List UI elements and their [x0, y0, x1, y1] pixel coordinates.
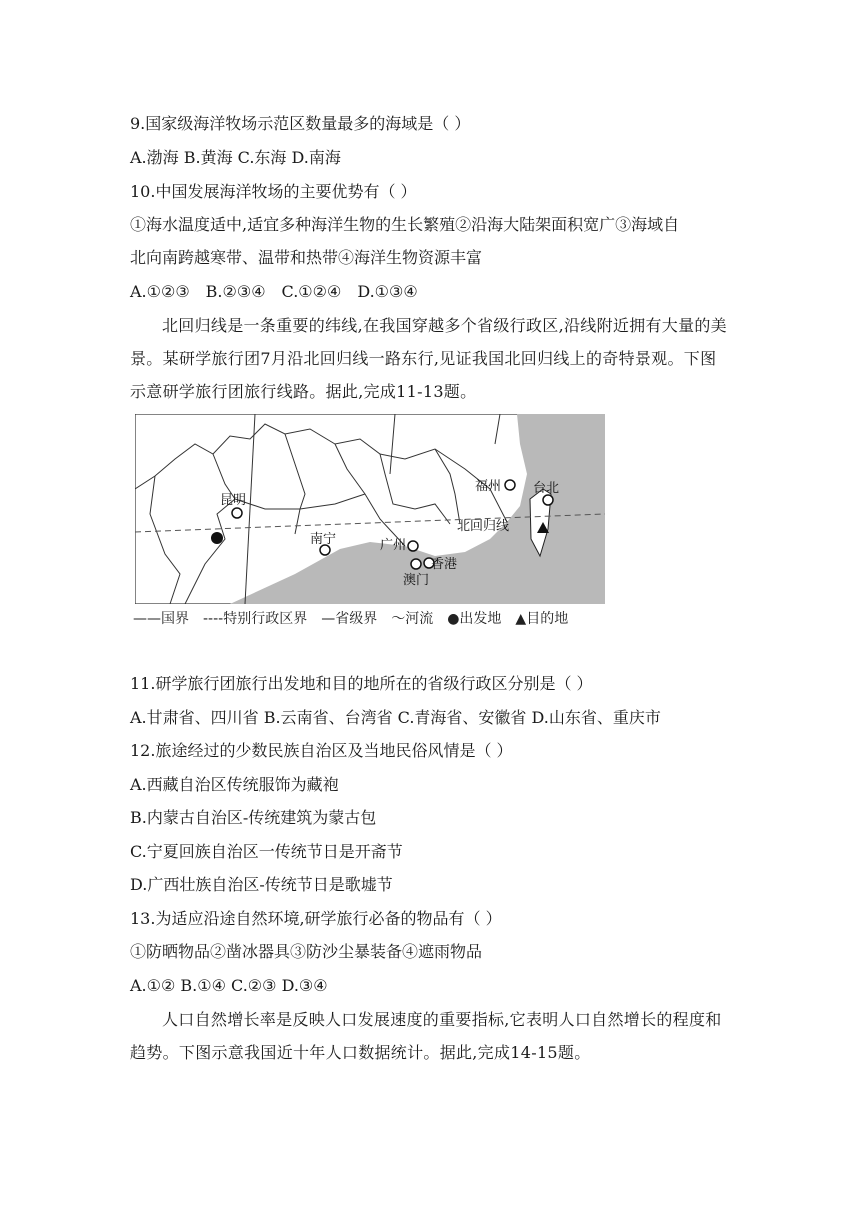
q10-statements-line2: 北向南跨越寒带、温带和热带④海洋生物资源丰富 — [130, 248, 483, 267]
route-map — [135, 414, 605, 604]
q13-statements: ①防晒物品②凿冰器具③防沙尘暴装备④遮雨物品 — [130, 942, 483, 961]
q10-options: A.①②③ B.②③④ C.①②④ D.①③④ — [130, 282, 418, 301]
label-fuzhou: 福州 — [475, 479, 502, 494]
passage-tropic: 北回归线是一条重要的纬线,在我国穿越多个省级行政区,沿线附近拥有大量的美景。某研学旅行团7月沿北回归线一路东行,见证我国北回归线上的奇特景观。下图示意研学旅行团旅行线路。据此,完成11-13题。 — [130, 316, 727, 401]
q10-statements-line1: ①海水温度适中,适宜多种海洋生物的生长繁殖②沿海大陆架面积宽广③海域自 — [130, 215, 680, 234]
label-guangzhou: 广州 — [380, 538, 407, 553]
q12-option-a: A.西藏自治区传统服饰为藏袍 — [130, 775, 339, 794]
label-tropic: 北回归线 — [457, 519, 510, 534]
q13-stem: 13.为适应沿途自然环境,研学旅行必备的物品有（ ） — [130, 909, 502, 928]
q9-options: A.渤海 B.黄海 C.东海 D.南海 — [130, 148, 341, 167]
q12-option-c: C.宁夏回族自治区一传统节日是开斋节 — [130, 842, 403, 861]
label-kunming: 昆明 — [220, 493, 247, 508]
route-map-svg — [135, 414, 605, 604]
q11-options: A.甘肃省、四川省 B.云南省、台湾省 C.青海省、安徽省 D.山东省、重庆市 — [130, 708, 661, 727]
q12-stem: 12.旅途经过的少数民族自治区及当地民俗风情是（ ） — [130, 741, 513, 760]
q10-stem: 10.中国发展海洋牧场的主要优势有（ ） — [130, 182, 417, 201]
label-hongkong: 香港 — [431, 557, 458, 572]
q12-option-b: B.内蒙古自治区-传统建筑为蒙古包 — [130, 808, 377, 827]
map-legend: ——国界 ----特别行政区界 —省级界 〜河流 ●出发地 ▲目的地 — [133, 611, 569, 627]
q12-option-d: D.广西壮族自治区-传统节日是歌墟节 — [130, 875, 393, 894]
start-point — [211, 532, 223, 544]
q9-stem: 9.国家级海洋牧场示范区数量最多的海域是（ ） — [130, 114, 471, 133]
label-taipei: 台北 — [533, 481, 560, 496]
label-macau: 澳门 — [403, 573, 430, 588]
q11-stem: 11.研学旅行团旅行出发地和目的地所在的省级行政区分别是（ ） — [130, 674, 593, 693]
passage-population: 人口自然增长率是反映人口发展速度的重要指标,它表明人口自然增长的程度和趋势。下图示意我国近十年人口数据统计。据此,完成14-15题。 — [130, 1010, 722, 1062]
label-nanning: 南宁 — [310, 532, 337, 547]
q13-options: A.①② B.①④ C.②③ D.③④ — [130, 976, 328, 995]
